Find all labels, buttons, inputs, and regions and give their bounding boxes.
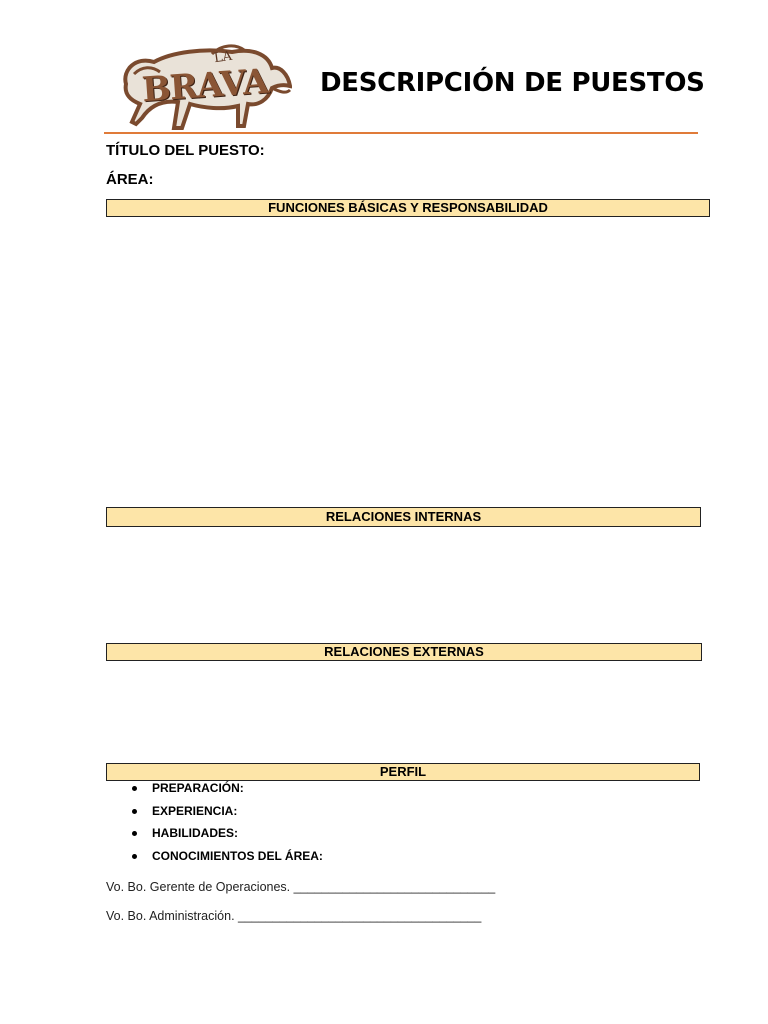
section-internal-relations-header: RELACIONES INTERNAS xyxy=(106,507,701,527)
job-title-label: TÍTULO DEL PUESTO: xyxy=(106,142,265,159)
section-profile-header: PERFIL xyxy=(106,763,700,781)
area-label: ÁREA: xyxy=(106,171,154,188)
profile-list xyxy=(130,780,323,870)
header-divider xyxy=(104,132,698,134)
profile-item-skills: HABILIDADES: xyxy=(130,825,323,848)
profile-item-experience: EXPERIENCIA: xyxy=(130,803,323,826)
section-external-relations-header: RELACIONES EXTERNAS xyxy=(106,643,702,661)
profile-item-area-knowledge: CONOCIMIENTOS DEL ÁREA: xyxy=(130,848,323,871)
signature-operations-manager: Vo. Bo. Gerente de Operaciones. _____________________________ xyxy=(106,880,496,894)
logo-text: BRAVA xyxy=(140,61,270,111)
company-logo xyxy=(112,44,292,132)
page-title: DESCRIPCIÓN DE PUESTOS xyxy=(320,68,705,98)
profile-item-preparation: PREPARACIÓN: xyxy=(130,780,323,803)
section-functions-header: FUNCIONES BÁSICAS Y RESPONSABILIDAD xyxy=(106,199,710,217)
logo-small-text: LA xyxy=(213,48,233,67)
signature-administration: Vo. Bo. Administración. ___________________________________ xyxy=(106,909,482,923)
